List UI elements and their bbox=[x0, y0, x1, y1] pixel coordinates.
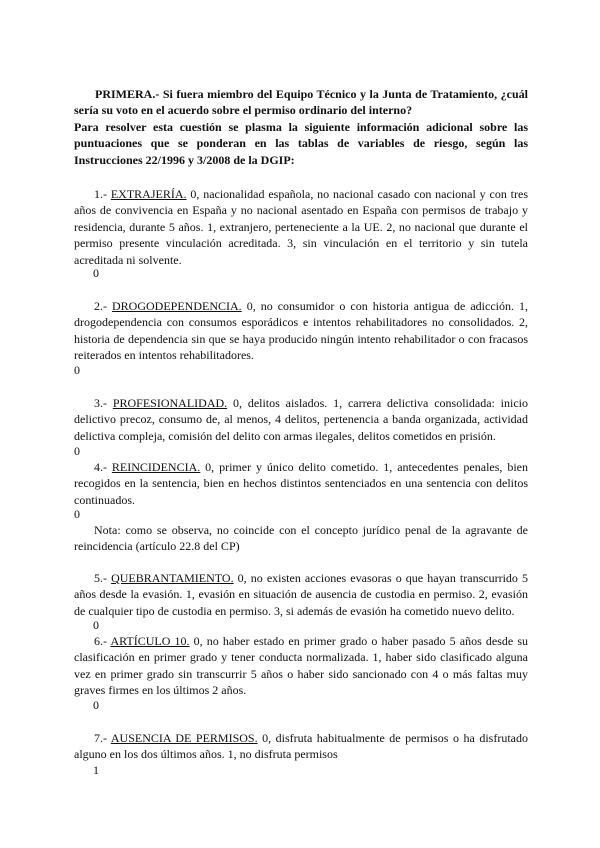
item-text: 0, no consumidor o con historia antigua de adicción. 1, drogodependencia con consumos esporádicos e intentos rehabilitadores no consolidados. 2, historia de dependencia sin que se haya producido ningún intento rehabilitador o con fracasos reiterados en intentos rehabilitadores. bbox=[74, 299, 529, 363]
item-title: ARTÍCULO 10. bbox=[110, 634, 190, 648]
item-score: 0 bbox=[74, 444, 80, 458]
intro-paragraph: Para resolver esta cuestión se plasma la siguiente información adicional sobre las puntuaciones que se ponderan en las tablas de variables de riesgo, según las Instrucciones 22/1996 y 3/2008 de la DGIP: bbox=[74, 119, 528, 167]
item-number: 2.- bbox=[94, 299, 107, 313]
item-number: 6.- bbox=[94, 634, 107, 648]
item-drogodependencia bbox=[74, 298, 528, 364]
item-number: 5.- bbox=[94, 571, 107, 585]
item-score: 0 bbox=[74, 363, 80, 377]
item-score: 0 bbox=[93, 266, 99, 280]
item-title: PROFESIONALIDAD. bbox=[112, 396, 228, 410]
item-paragraph bbox=[74, 570, 528, 619]
item-title: QUEBRANTAMIENTO. bbox=[111, 571, 234, 585]
item-quebrantamiento bbox=[74, 570, 528, 619]
item-score: 1 bbox=[93, 763, 99, 777]
item-title: AUSENCIA DE PERMISOS. bbox=[110, 731, 258, 745]
item-text: 0, no existen acciones evasoras o que hayan transcurrido 5 años desde la evasión. 1, evasión en situación de ausencia de custodia en permiso. 2, evasión de cualquier tipo de custodia en permiso. 3, si además de evasión ha cometido nuevo delito. bbox=[74, 571, 529, 618]
item-score: 0 bbox=[93, 698, 99, 712]
item-paragraph bbox=[74, 186, 528, 268]
item-text: 0, primer y único delito cometido. 1, antecedentes penales, bien recogidos en la sentencia, bien en hechos distintos sentenciados en una sentencia con delitos continuados. bbox=[74, 460, 528, 507]
item-paragraph bbox=[74, 298, 528, 364]
note-paragraph: Nota: como se observa, no coincide con el concepto jurídico penal de la agravante de reincidencia (artículo 22.8 del CP) bbox=[74, 523, 528, 554]
item-number: 7.- bbox=[94, 731, 107, 745]
item-reincidencia bbox=[74, 459, 528, 508]
item-text: 0, nacionalidad española, no nacional casado con nacional y con tres años de convivencia en España y no nacional asentado en España con permisos de trabajo y residencia, durante 5 años. 1, extranjero, perteneciente a la UE. 2, no nacional que durante el permiso presente vinculación acreditada. 3, sin vinculación en el territorio y sin tutela acreditada ni solvente. bbox=[74, 187, 528, 267]
item-title: DROGODEPENDENCIA. bbox=[112, 299, 242, 313]
item-ausencia-permisos bbox=[74, 730, 528, 763]
item-text: 0, disfruta habitualmente de permisos o ha disfrutado alguno en los dos últimos años. 1, no disfruta permisos bbox=[74, 731, 528, 762]
item-number: 3.- bbox=[94, 396, 107, 410]
question-header bbox=[74, 86, 528, 168]
item-text: 0, delitos aislados. 1, carrera delictiva consolidada: inicio delictivo precoz, consumo de, al menos, 4 delitos, pertenencia a banda organizada, actividad delictiva compleja, comisión del delito con armas ilegales, delitos cometidos en prisión. bbox=[74, 396, 528, 443]
item-profesionalidad bbox=[74, 395, 528, 444]
item-paragraph bbox=[74, 633, 528, 699]
reincidencia-note bbox=[74, 522, 528, 555]
item-paragraph bbox=[74, 459, 528, 508]
item-text: 0, no haber estado en primer grado o haber pasado 5 años desde su clasificación en primer grado y tener conducta normalizada. 1, haber sido clasificado alguna vez en primer grado sin transcurrir 5 años o haber sido sancionado con 4 o más faltas muy graves firmes en los últimos 2 años. bbox=[74, 634, 528, 698]
item-number: 4.- bbox=[94, 460, 107, 474]
item-title: REINCIDENCIA. bbox=[111, 460, 201, 474]
question-text: Si fuera miembro del Equipo Técnico y la Junta de Tratamiento, ¿cuál sería su voto en el acuerdo sobre el permiso ordinario del interno? bbox=[74, 87, 529, 118]
item-articulo-10 bbox=[74, 633, 528, 699]
item-paragraph bbox=[74, 730, 528, 763]
item-score: 0 bbox=[93, 618, 99, 632]
item-extranjeria bbox=[74, 186, 528, 268]
item-number: 1.- bbox=[94, 187, 107, 201]
item-score: 0 bbox=[74, 507, 80, 521]
item-paragraph bbox=[74, 395, 528, 444]
item-title: EXTRAJERÍA. bbox=[110, 187, 187, 201]
question-label: PRIMERA.- bbox=[95, 87, 160, 101]
question-paragraph bbox=[74, 86, 528, 119]
